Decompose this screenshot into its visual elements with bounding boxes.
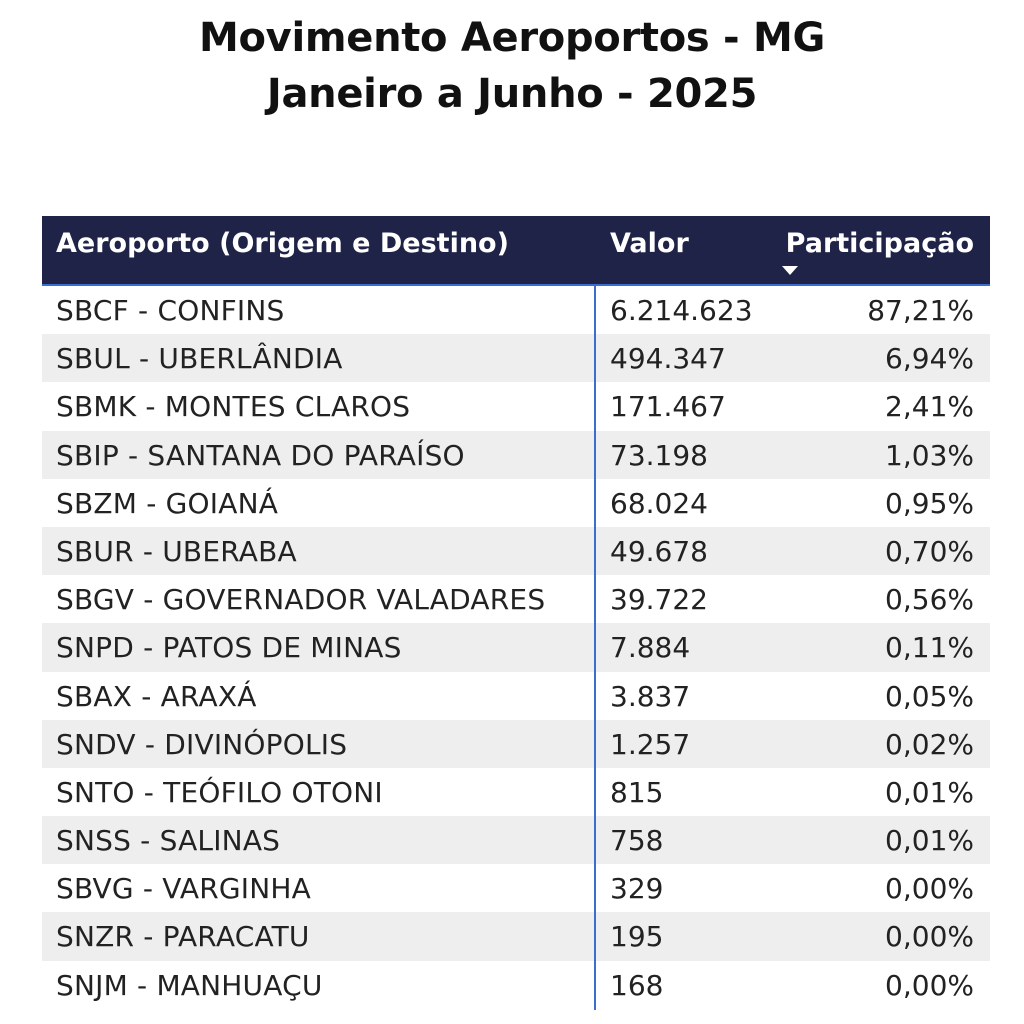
cell-participacao: 0,01% — [885, 775, 974, 809]
cell-airport: SBMK - MONTES CLAROS — [56, 390, 411, 424]
cell-participacao: 0,70% — [885, 534, 974, 568]
title-line-1: Movimento Aeroportos - MG — [198, 15, 826, 61]
table-row — [42, 961, 990, 1009]
cell-airport: SBGV - GOVERNADOR VALADARES — [56, 583, 546, 617]
cell-airport: SNTO - TEÓFILO OTONI — [56, 775, 383, 809]
table-header — [42, 216, 990, 286]
cell-airport: SBIP - SANTANA DO PARAÍSO — [56, 438, 465, 472]
cell-airport: SBUL - UBERLÂNDIA — [56, 342, 343, 376]
cell-participacao: 0,05% — [885, 679, 974, 713]
column-header-participacao[interactable]: Participação — [785, 228, 974, 259]
airport-table — [42, 216, 990, 1009]
cell-valor: 73.198 — [610, 438, 708, 472]
table-row — [42, 623, 990, 671]
table-row — [42, 431, 990, 479]
cell-airport: SBVG - VARGINHA — [56, 872, 311, 906]
cell-airport: SBZM - GOIANÁ — [56, 486, 279, 520]
cell-participacao: 0,11% — [885, 631, 974, 665]
table-row — [42, 912, 990, 960]
cell-valor: 6.214.623 — [610, 294, 753, 327]
table-row — [42, 334, 990, 382]
table-row — [42, 672, 990, 720]
column-header-valor[interactable]: Valor — [610, 228, 689, 259]
cell-airport: SNPD - PATOS DE MINAS — [56, 631, 402, 665]
cell-participacao: 0,00% — [885, 872, 974, 906]
table-row — [42, 816, 990, 864]
cell-participacao: 0,00% — [885, 968, 974, 1002]
cell-valor: 1.257 — [610, 727, 691, 761]
cell-valor: 68.024 — [610, 486, 708, 520]
title-line-2: Janeiro a Junho - 2025 — [266, 71, 758, 117]
cell-valor: 7.884 — [610, 631, 691, 665]
cell-airport: SBCF - CONFINS — [56, 294, 285, 327]
cell-airport: SNJM - MANHUAÇU — [56, 968, 323, 1002]
cell-airport: SNZR - PARACATU — [56, 920, 310, 954]
cell-participacao: 0,95% — [885, 486, 974, 520]
cell-valor: 494.347 — [610, 342, 726, 376]
table-row — [42, 479, 990, 527]
cell-participacao: 0,56% — [885, 583, 974, 617]
cell-participacao: 1,03% — [885, 438, 974, 472]
cell-valor: 195 — [610, 920, 664, 954]
table-row — [42, 286, 990, 334]
cell-valor: 168 — [610, 968, 664, 1002]
chart-title — [0, 10, 1024, 122]
cell-valor: 39.722 — [610, 583, 708, 617]
sort-descending-icon[interactable] — [782, 266, 798, 275]
cell-participacao: 0,01% — [885, 824, 974, 858]
table-row — [42, 768, 990, 816]
column-divider — [594, 286, 596, 1010]
table-body — [42, 286, 990, 1009]
cell-valor: 758 — [610, 824, 664, 858]
table-row — [42, 720, 990, 768]
cell-airport: SBUR - UBERABA — [56, 534, 297, 568]
cell-airport: SBAX - ARAXÁ — [56, 679, 257, 713]
cell-participacao: 6,94% — [885, 342, 974, 376]
cell-valor: 49.678 — [610, 534, 708, 568]
cell-airport: SNSS - SALINAS — [56, 824, 281, 858]
table-row — [42, 575, 990, 623]
table-row — [42, 527, 990, 575]
column-header-airport[interactable]: Aeroporto (Origem e Destino) — [56, 228, 509, 259]
cell-valor: 815 — [610, 775, 664, 809]
cell-participacao: 0,02% — [885, 727, 974, 761]
cell-participacao: 87,21% — [867, 294, 974, 327]
table-row — [42, 864, 990, 912]
cell-participacao: 0,00% — [885, 920, 974, 954]
cell-valor: 3.837 — [610, 679, 691, 713]
cell-airport: SNDV - DIVINÓPOLIS — [56, 727, 348, 761]
table-row — [42, 382, 990, 430]
cell-valor: 329 — [610, 872, 664, 906]
cell-valor: 171.467 — [610, 390, 726, 424]
cell-participacao: 2,41% — [885, 390, 974, 424]
